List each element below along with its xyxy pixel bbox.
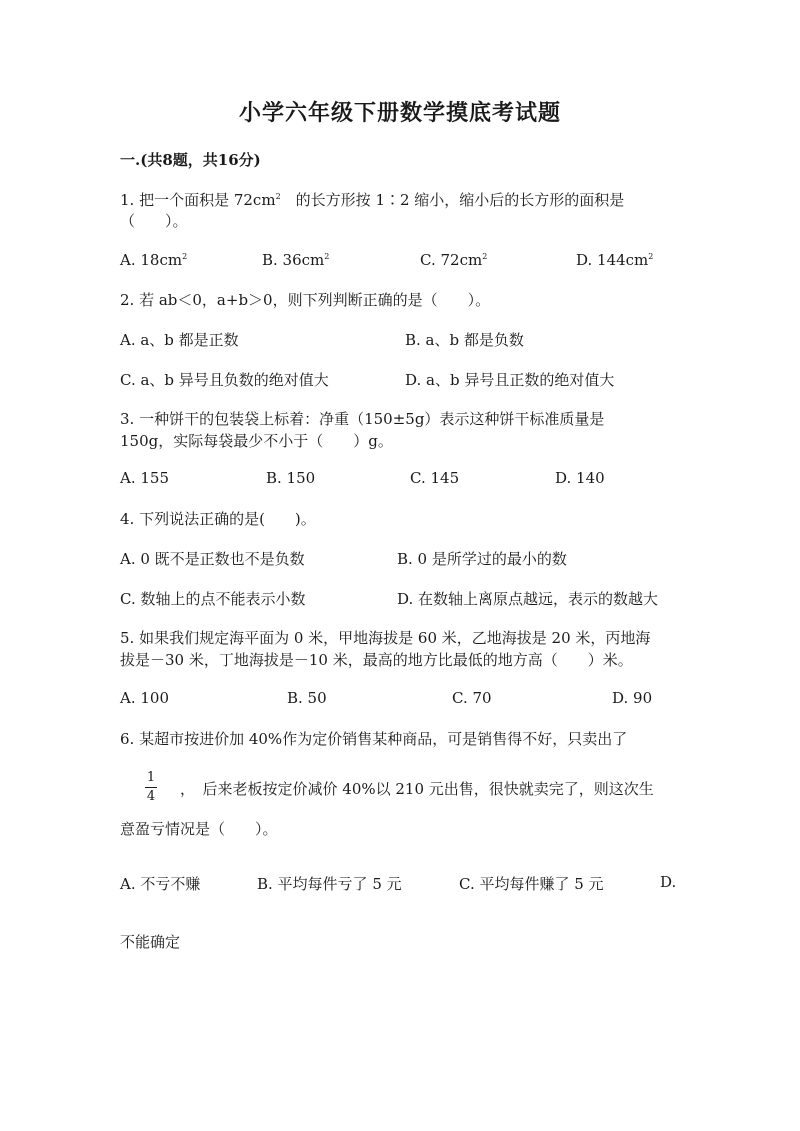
question-1-option-b[interactable] [262, 251, 329, 269]
question-1-line-2: （ ）。 [120, 212, 188, 230]
option-text: C. 72cm [420, 251, 483, 269]
question-2-option-a[interactable]: A. a、b 都是正数 [120, 331, 239, 349]
question-1-option-c[interactable] [420, 251, 487, 269]
option-superscript: 2 [482, 252, 488, 261]
question-4-option-b[interactable]: B. 0 是所学过的最小的数 [397, 550, 567, 568]
question-5-option-c[interactable]: C. 70 [452, 689, 492, 707]
question-6-line-1: 6. 某超市按进价加 40%作为定价销售某种商品，可是销售得不好，只卖出了 [120, 730, 628, 748]
fraction-one-quarter [145, 770, 157, 805]
question-6-option-b[interactable]: B. 平均每件亏了 5 元 [257, 875, 402, 893]
fraction-numerator: 1 [146, 770, 156, 785]
fraction-denominator: 4 [146, 789, 156, 804]
question-2-option-d[interactable]: D. a、b 异号且正数的绝对值大 [405, 371, 615, 389]
option-superscript: 2 [182, 252, 188, 261]
question-4-option-c[interactable]: C. 数轴上的点不能表示小数 [120, 590, 306, 608]
question-3-line-2: 150g，实际每袋最少不小于（ ）g。 [120, 432, 393, 450]
option-text: B. 36cm [262, 251, 325, 269]
question-6-line-3: 意盈亏情况是（ ）。 [120, 820, 278, 838]
question-3-option-d[interactable]: D. 140 [555, 469, 605, 487]
question-1-text-b: 的长方形按 1∶2 缩小，缩小后的长方形的面积是 [295, 191, 625, 209]
question-2-option-b[interactable]: B. a、b 都是负数 [405, 331, 524, 349]
question-1-text-a: 1. 把一个面积是 72cm [120, 191, 276, 209]
question-4-line-1: 4. 下列说法正确的是( )。 [120, 510, 316, 528]
page-title: 小学六年级下册数学摸底考试题 [238, 100, 561, 126]
fraction-bar [145, 787, 157, 788]
question-3-line-1: 3. 一种饼干的包装袋上标着：净重（150±5g）表示这种饼干标准质量是 [120, 410, 605, 428]
question-3-option-a[interactable]: A. 155 [120, 469, 169, 487]
question-6-option-d[interactable]: D. [660, 873, 677, 891]
question-3-option-b[interactable]: B. 150 [266, 469, 316, 487]
section-heading: 一.(共8题，共16分) [120, 151, 261, 169]
question-1-option-a[interactable] [120, 251, 187, 269]
question-5-option-d[interactable]: D. 90 [612, 689, 653, 707]
question-4-option-a[interactable]: A. 0 既不是正数也不是负数 [120, 550, 305, 568]
option-superscript: 2 [648, 252, 654, 261]
question-6-line-2: ， 后来老板按定价减价 40%以 210 元出售，很快就卖完了，则这次生 [180, 780, 654, 798]
question-3-option-c[interactable]: C. 145 [410, 469, 460, 487]
question-5-option-b[interactable]: B. 50 [287, 689, 327, 707]
question-1-option-d[interactable] [576, 251, 653, 269]
question-1-superscript: 2 [275, 192, 281, 201]
question-6-option-d-text: 不能确定 [120, 933, 181, 951]
question-6-option-c[interactable]: C. 平均每件赚了 5 元 [459, 875, 604, 893]
question-5-line-2: 拔是－30 米，丁地海拔是－10 米，最高的地方比最低的地方高（ ）米。 [120, 651, 633, 669]
question-4-option-d[interactable]: D. 在数轴上离原点越远，表示的数越大 [397, 590, 659, 608]
question-2-option-c[interactable]: C. a、b 异号且负数的绝对值大 [120, 371, 329, 389]
question-2-line-1: 2. 若 ab＜0，a+b＞0，则下列判断正确的是（ ）。 [120, 291, 491, 309]
question-5-line-1: 5. 如果我们规定海平面为 0 米，甲地海拔是 60 米，乙地海拔是 20 米，丙地海 [120, 629, 651, 647]
option-superscript: 2 [324, 252, 330, 261]
option-text: A. 18cm [120, 251, 183, 269]
option-text: D. 144cm [576, 251, 649, 269]
question-1-line-1 [120, 189, 624, 210]
question-6-option-a[interactable]: A. 不亏不赚 [120, 875, 201, 893]
question-5-option-a[interactable]: A. 100 [120, 689, 169, 707]
